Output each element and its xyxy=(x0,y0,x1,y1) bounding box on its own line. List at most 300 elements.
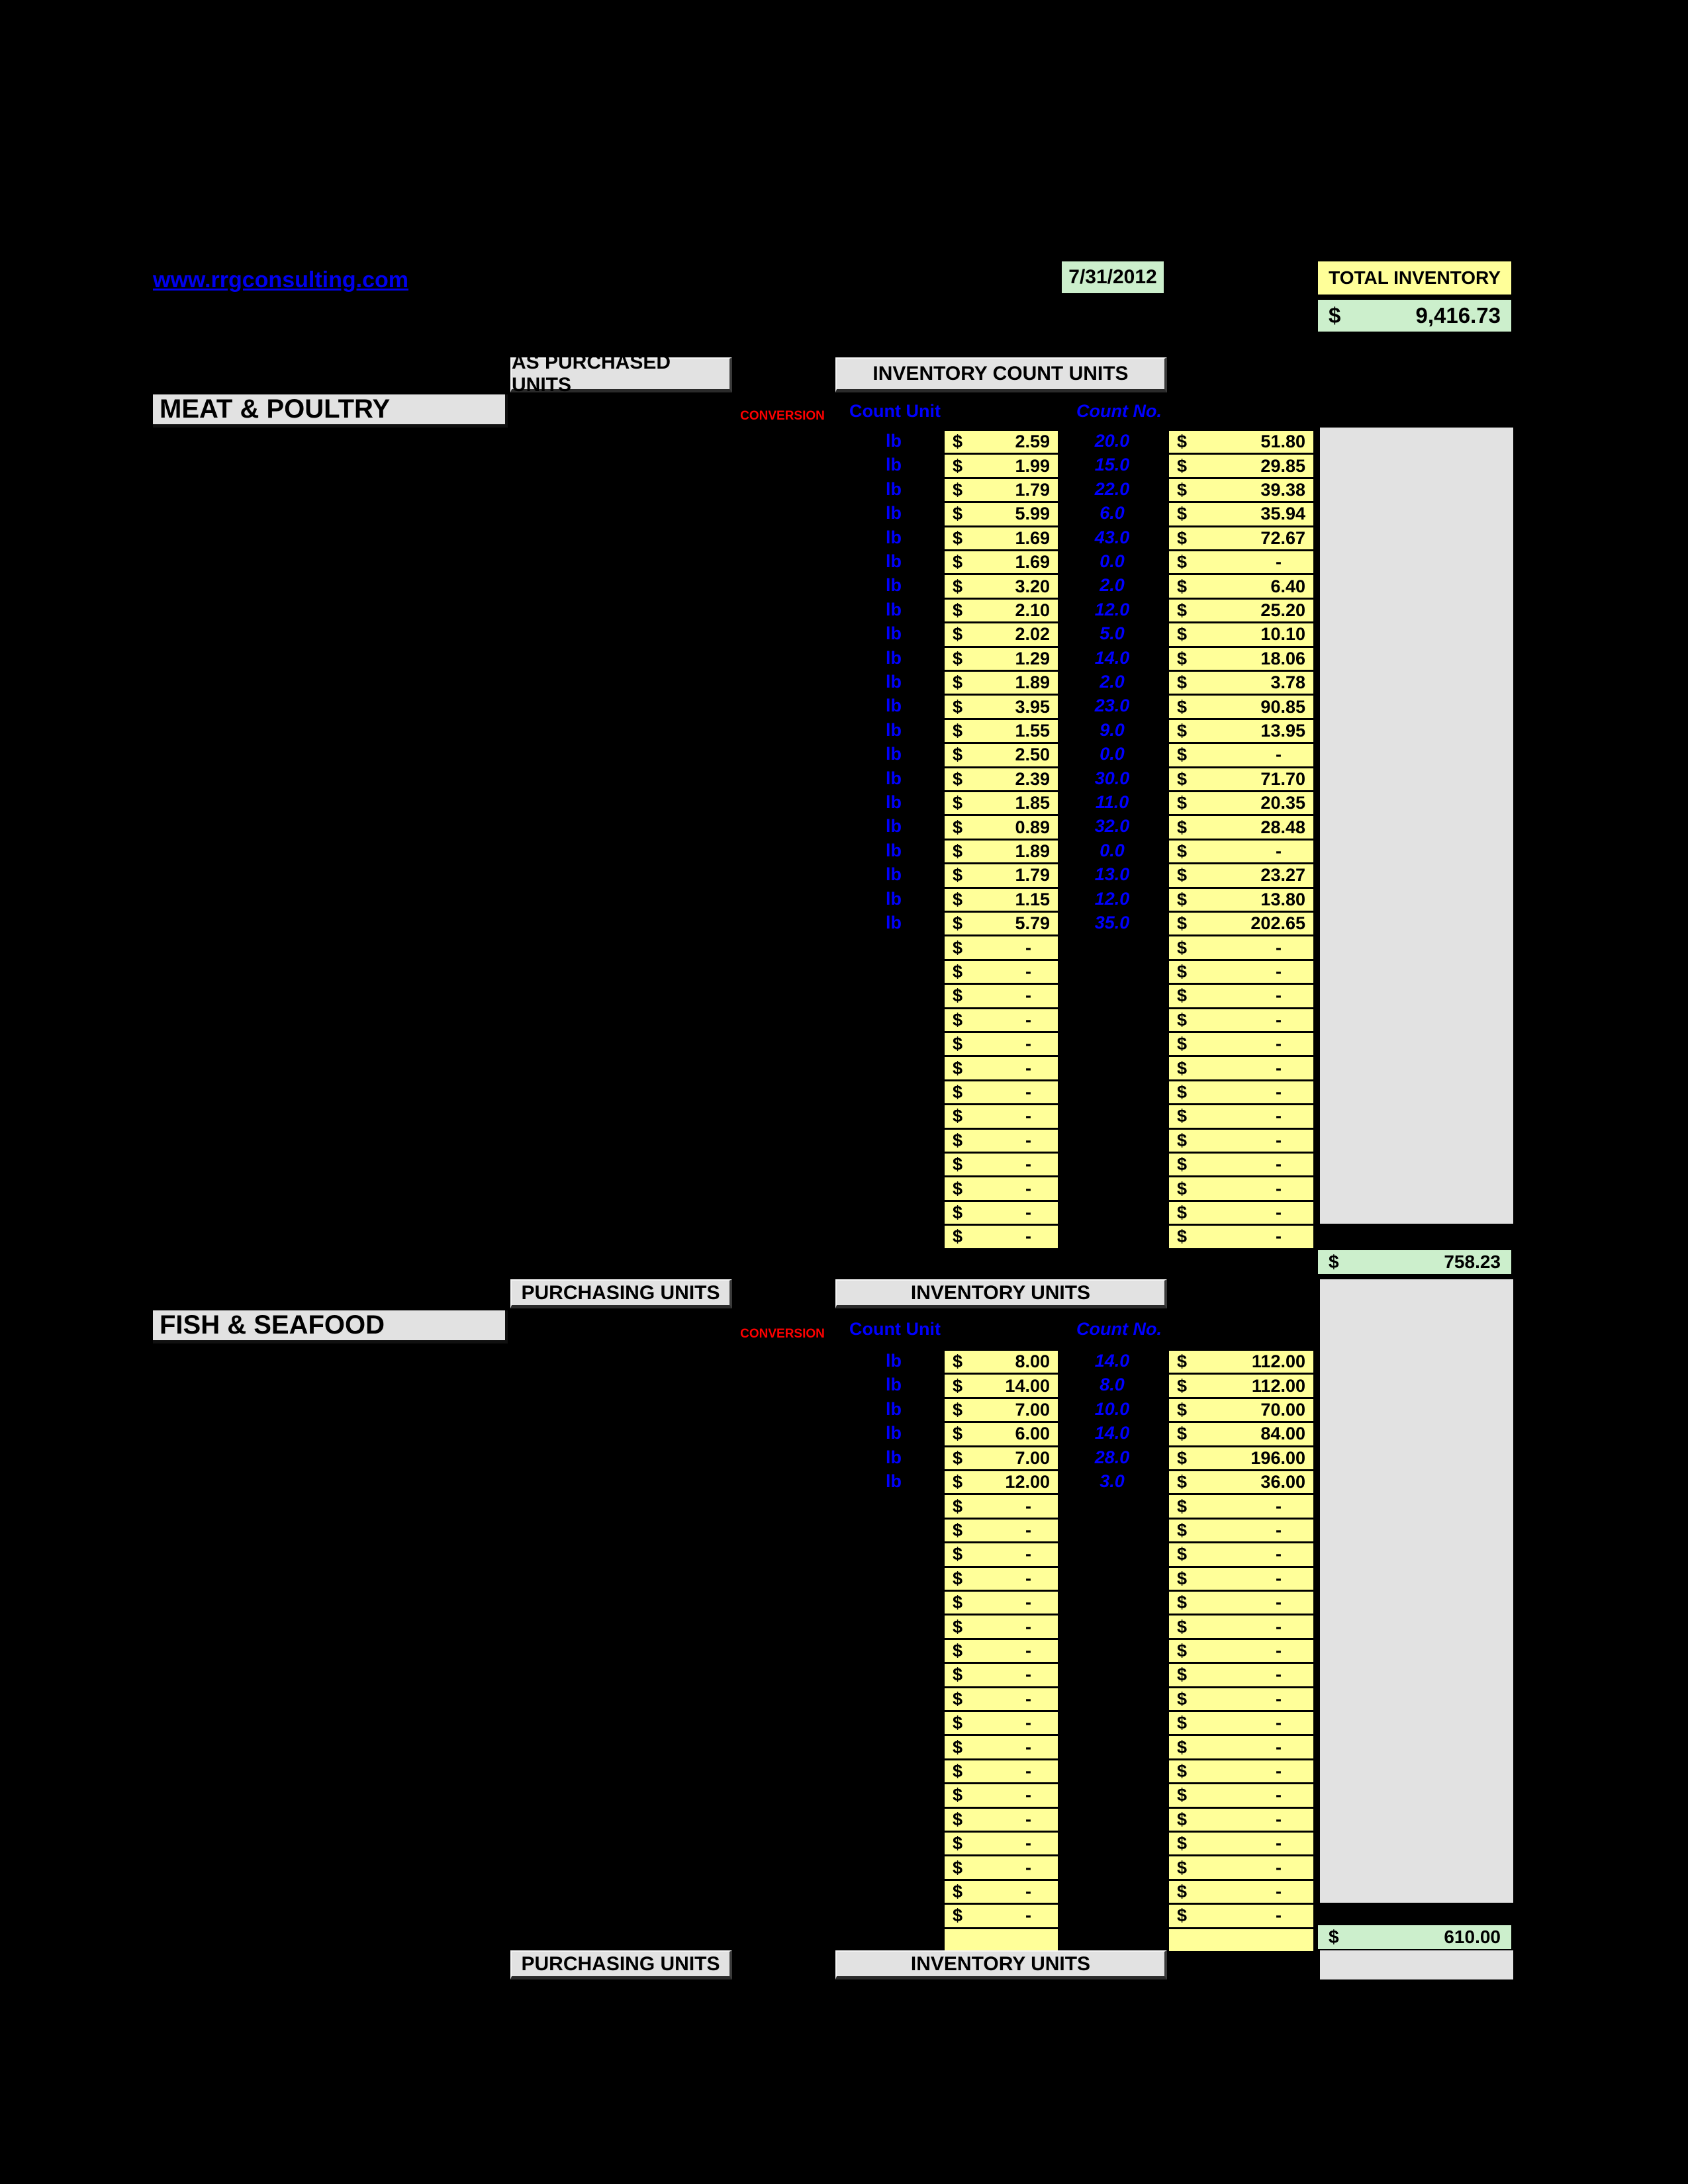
currency-symbol: $ xyxy=(1177,1857,1188,1878)
unit-price-cell-value: - xyxy=(1025,1664,1031,1685)
currency-symbol: $ xyxy=(1177,1058,1188,1078)
currency-symbol: $ xyxy=(953,1737,963,1757)
currency-symbol: $ xyxy=(953,985,963,1006)
extension-total-cell-value: 29.85 xyxy=(1260,455,1305,476)
extension-total-cell[interactable] xyxy=(1167,1200,1315,1226)
unit-price-cell-value: 8.00 xyxy=(1015,1351,1050,1372)
extension-total-cell-value: - xyxy=(1276,1202,1282,1222)
count-no-value[interactable]: 0.0 xyxy=(1100,551,1125,571)
extension-total-cell[interactable] xyxy=(1167,1007,1315,1033)
unit-price-cell-value: - xyxy=(1025,1520,1031,1540)
count-unit-value[interactable]: lb xyxy=(886,431,902,451)
unit-price-cell-value: 1.79 xyxy=(1015,479,1050,500)
extension-total-cell[interactable] xyxy=(1167,1175,1315,1201)
section-title-fish-seafood: FISH & SEAFOOD xyxy=(153,1310,508,1343)
extension-total-cell[interactable] xyxy=(1167,694,1315,719)
extension-total-cell-value: - xyxy=(1276,1905,1282,1926)
currency-symbol: $ xyxy=(953,1857,963,1878)
extension-total-cell-value: - xyxy=(1276,1568,1282,1588)
count-no-value[interactable]: 2.0 xyxy=(1100,575,1125,596)
currency-symbol: $ xyxy=(953,479,963,500)
currency-symbol: $ xyxy=(1177,1737,1188,1757)
unit-price-cell[interactable] xyxy=(943,1541,1060,1567)
count-unit-value[interactable]: lb xyxy=(886,672,902,692)
count-no-value[interactable]: 5.0 xyxy=(1100,623,1125,644)
count-unit-value[interactable]: lb xyxy=(886,599,902,619)
extension-total-cell[interactable] xyxy=(1167,1662,1315,1688)
unit-price-cell-value: 1.69 xyxy=(1015,527,1050,548)
unit-price-cell-value: 2.50 xyxy=(1015,745,1050,765)
count-no-value[interactable]: 32.0 xyxy=(1094,816,1130,837)
count-unit-value[interactable]: lb xyxy=(886,864,902,885)
count-no-value[interactable]: 2.0 xyxy=(1100,672,1125,692)
extension-total-cell[interactable] xyxy=(1167,1614,1315,1639)
extension-total-cell[interactable] xyxy=(1167,766,1315,792)
unit-price-cell-value: - xyxy=(1025,985,1031,1006)
currency-symbol: $ xyxy=(1177,889,1188,909)
currency-symbol: $ xyxy=(1177,1496,1188,1516)
count-no-value[interactable]: 23.0 xyxy=(1094,696,1130,716)
extension-total-cell[interactable] xyxy=(1167,598,1315,623)
unit-price-cell-value: 1.85 xyxy=(1015,793,1050,813)
unit-price-cell-value: 7.00 xyxy=(1015,1447,1050,1468)
meat-subtotal-amount: 758.23 xyxy=(1444,1251,1501,1272)
extension-total-cell[interactable] xyxy=(1167,1518,1315,1543)
unit-price-cell[interactable] xyxy=(943,1710,1060,1736)
extension-total-cell[interactable] xyxy=(1167,911,1315,936)
currency-symbol: $ xyxy=(953,504,963,524)
count-no-value[interactable]: 12.0 xyxy=(1094,599,1130,619)
unit-price-cell[interactable] xyxy=(943,1373,1060,1398)
extension-total-cell[interactable] xyxy=(1167,790,1315,816)
currency-symbol: $ xyxy=(1177,696,1188,717)
extension-total-cell[interactable] xyxy=(1167,742,1315,768)
inventory-count-units-header: INVENTORY COUNT UNITS xyxy=(835,357,1167,392)
extension-total-cell[interactable] xyxy=(1167,1469,1315,1495)
unit-price-cell[interactable] xyxy=(943,839,1060,864)
section-title-meat-poultry: MEAT & POULTRY xyxy=(153,394,508,428)
currency-symbol: $ xyxy=(1177,865,1188,886)
extension-total-cell-value: - xyxy=(1276,841,1282,861)
count-unit-value[interactable]: lb xyxy=(886,840,902,860)
unit-price-cell-value: - xyxy=(1025,937,1031,958)
unit-price-cell-value: 2.02 xyxy=(1015,624,1050,645)
currency-symbol: $ xyxy=(1177,1592,1188,1613)
unit-price-cell[interactable] xyxy=(943,1007,1060,1033)
extension-total-cell[interactable] xyxy=(1167,646,1315,672)
currency-symbol: $ xyxy=(953,552,963,572)
unit-price-cell-value: 0.89 xyxy=(1015,817,1050,837)
unit-price-cell-value: - xyxy=(1025,1496,1031,1516)
unit-price-cell[interactable] xyxy=(943,1200,1060,1226)
extension-total-cell[interactable] xyxy=(1167,670,1315,696)
extension-total-cell[interactable] xyxy=(1167,1493,1315,1519)
extension-total-cell[interactable] xyxy=(1167,1373,1315,1398)
unit-price-cell[interactable] xyxy=(943,1055,1060,1081)
unit-price-cell[interactable] xyxy=(943,862,1060,888)
extension-total-cell[interactable] xyxy=(1167,429,1315,455)
count-no-value[interactable]: 6.0 xyxy=(1100,503,1125,523)
inventory-date-cell[interactable]: 7/31/2012 xyxy=(1060,259,1166,295)
count-no-column-label: Count No. xyxy=(1076,1319,1162,1339)
extension-total-cell-value: - xyxy=(1276,1760,1282,1781)
unit-price-cell[interactable] xyxy=(943,1518,1060,1543)
currency-symbol: $ xyxy=(953,1009,963,1030)
fish-subtotal-cell[interactable] xyxy=(1316,1923,1513,1951)
extension-total-cell[interactable] xyxy=(1167,1541,1315,1567)
currency-symbol: $ xyxy=(953,1640,963,1661)
currency-symbol: $ xyxy=(953,913,963,934)
extension-total-cell-value: 18.06 xyxy=(1260,648,1305,668)
count-no-value[interactable]: 13.0 xyxy=(1094,864,1130,885)
count-no-value[interactable]: 15.0 xyxy=(1094,455,1130,475)
unit-price-cell[interactable] xyxy=(943,501,1060,527)
extension-total-cell-value: - xyxy=(1276,1833,1282,1854)
unit-price-cell[interactable] xyxy=(943,790,1060,816)
extension-total-cell[interactable] xyxy=(1167,718,1315,744)
count-unit-value[interactable]: lb xyxy=(886,455,902,475)
extension-total-cell[interactable] xyxy=(1167,477,1315,503)
currency-symbol: $ xyxy=(1177,576,1188,596)
count-no-value[interactable]: 14.0 xyxy=(1094,647,1130,668)
currency-symbol: $ xyxy=(953,1351,963,1372)
unit-price-cell[interactable] xyxy=(943,670,1060,696)
unit-price-cell[interactable] xyxy=(943,598,1060,623)
currency-symbol: $ xyxy=(953,1809,963,1829)
currency-symbol: $ xyxy=(953,817,963,837)
extension-total-cell[interactable] xyxy=(1167,1055,1315,1081)
extension-total-cell[interactable] xyxy=(1167,1079,1315,1105)
extension-total-cell-value: 39.38 xyxy=(1260,479,1305,500)
extension-total-cell[interactable] xyxy=(1167,1879,1315,1905)
unit-price-cell[interactable] xyxy=(943,1758,1060,1784)
unit-price-cell[interactable] xyxy=(943,1903,1060,1929)
currency-symbol: $ xyxy=(1177,1809,1188,1829)
extension-total-cell[interactable] xyxy=(1167,1782,1315,1808)
extension-total-cell[interactable] xyxy=(1167,862,1315,888)
unit-price-cell-value: - xyxy=(1025,1688,1031,1709)
unit-price-cell[interactable] xyxy=(943,1421,1060,1447)
unit-price-cell[interactable] xyxy=(943,1686,1060,1712)
count-unit-value[interactable]: lb xyxy=(886,1398,902,1419)
unit-price-cell-value: - xyxy=(1025,1713,1031,1733)
unit-price-cell-value: 2.10 xyxy=(1015,600,1050,620)
count-unit-value[interactable]: lb xyxy=(886,503,902,523)
count-unit-value[interactable]: lb xyxy=(886,1471,902,1491)
extension-total-cell-value: - xyxy=(1276,1616,1282,1637)
currency-symbol: $ xyxy=(1177,1447,1188,1468)
unit-price-cell[interactable] xyxy=(943,1103,1060,1129)
currency-symbol: $ xyxy=(1177,1616,1188,1637)
currency-symbol: $ xyxy=(1177,985,1188,1006)
currency-symbol: $ xyxy=(953,1472,963,1492)
extension-total-cell[interactable] xyxy=(1167,983,1315,1009)
extension-total-cell[interactable] xyxy=(1167,501,1315,527)
count-unit-value[interactable]: lb xyxy=(886,551,902,571)
unit-price-cell[interactable] xyxy=(943,1031,1060,1057)
unit-price-cell[interactable] xyxy=(943,1879,1060,1905)
extension-total-cell[interactable] xyxy=(1167,934,1315,960)
unit-price-cell[interactable] xyxy=(943,1662,1060,1688)
extension-total-cell-value: 36.00 xyxy=(1260,1472,1305,1492)
unit-price-cell[interactable] xyxy=(943,694,1060,719)
count-no-value[interactable]: 11.0 xyxy=(1095,792,1129,812)
currency-symbol: $ xyxy=(1177,1399,1188,1420)
extension-total-cell[interactable] xyxy=(1167,549,1315,575)
count-unit-value[interactable]: lb xyxy=(886,913,902,933)
count-unit-value[interactable]: lb xyxy=(886,575,902,596)
extension-total-cell-value: 3.78 xyxy=(1270,672,1305,693)
extension-total-cell[interactable] xyxy=(1167,887,1315,913)
unit-price-cell-value: - xyxy=(1025,1202,1031,1222)
total-inventory-value-cell[interactable] xyxy=(1316,298,1513,334)
unit-price-cell-value: - xyxy=(1025,1154,1031,1175)
count-no-value[interactable]: 3.0 xyxy=(1100,1471,1125,1491)
unit-price-cell-value: - xyxy=(1025,1130,1031,1150)
unit-price-cell[interactable] xyxy=(943,1734,1060,1760)
extension-total-cell[interactable] xyxy=(1167,1590,1315,1615)
extension-total-cell-value: - xyxy=(1276,1520,1282,1540)
extension-total-cell[interactable] xyxy=(1167,1854,1315,1880)
unit-price-cell-value: 1.89 xyxy=(1015,672,1050,693)
conversion-label: CONVERSION xyxy=(740,1327,825,1341)
unit-price-cell[interactable] xyxy=(943,718,1060,744)
count-no-value[interactable]: 22.0 xyxy=(1094,478,1130,499)
unit-price-cell[interactable] xyxy=(943,1224,1060,1250)
count-no-value[interactable]: 0.0 xyxy=(1100,840,1125,860)
unit-price-cell[interactable] xyxy=(943,766,1060,792)
currency-symbol: $ xyxy=(953,432,963,452)
currency-symbol: $ xyxy=(1177,1106,1188,1126)
unit-price-cell-value: 1.69 xyxy=(1015,552,1050,572)
extension-total-cell[interactable] xyxy=(1167,814,1315,840)
unit-price-cell[interactable] xyxy=(943,573,1060,599)
extension-total-cell-value: - xyxy=(1276,1640,1282,1661)
count-unit-value[interactable]: lb xyxy=(886,888,902,909)
count-no-value[interactable]: 35.0 xyxy=(1094,913,1130,933)
extension-total-cell[interactable] xyxy=(1167,1831,1315,1856)
unit-price-cell[interactable] xyxy=(943,887,1060,913)
unit-price-cell-value: 1.99 xyxy=(1015,455,1050,476)
extension-total-cell[interactable] xyxy=(1167,621,1315,647)
unit-price-cell[interactable] xyxy=(943,1397,1060,1423)
currency-symbol: $ xyxy=(1177,793,1188,813)
unit-price-cell[interactable] xyxy=(943,1807,1060,1833)
currency-symbol: $ xyxy=(953,1058,963,1078)
count-unit-value[interactable]: lb xyxy=(886,478,902,499)
extension-total-cell[interactable] xyxy=(1167,1152,1315,1177)
extension-total-cell[interactable] xyxy=(1167,1397,1315,1423)
extension-total-cell-value: 84.00 xyxy=(1260,1424,1305,1444)
extension-total-cell-value: - xyxy=(1276,1785,1282,1805)
unit-price-cell[interactable] xyxy=(943,1831,1060,1856)
unit-price-cell-value: - xyxy=(1025,1809,1031,1829)
extension-total-cell-value: 10.10 xyxy=(1260,624,1305,645)
currency-symbol: $ xyxy=(1177,913,1188,934)
extension-total-cell[interactable] xyxy=(1167,573,1315,599)
extension-total-cell-value: 112.00 xyxy=(1251,1351,1305,1372)
unit-price-cell[interactable] xyxy=(943,1152,1060,1177)
extension-total-cell[interactable] xyxy=(1167,1927,1315,1953)
extension-total-cell[interactable] xyxy=(1167,1445,1315,1471)
unit-price-cell[interactable] xyxy=(943,911,1060,936)
unit-price-cell[interactable] xyxy=(943,814,1060,840)
currency-symbol: $ xyxy=(1177,1375,1188,1396)
extension-total-cell[interactable] xyxy=(1167,1128,1315,1154)
unit-price-cell-value: - xyxy=(1025,1737,1031,1757)
count-unit-value[interactable]: lb xyxy=(886,1423,902,1443)
count-no-value[interactable]: 43.0 xyxy=(1094,527,1130,547)
count-no-value[interactable]: 10.0 xyxy=(1094,1398,1130,1419)
currency-symbol: $ xyxy=(953,1106,963,1126)
unit-price-cell[interactable] xyxy=(943,1590,1060,1615)
extension-total-cell[interactable] xyxy=(1167,959,1315,985)
unit-price-cell[interactable] xyxy=(943,621,1060,647)
count-no-value[interactable]: 12.0 xyxy=(1094,888,1130,909)
extension-total-cell[interactable] xyxy=(1167,1103,1315,1129)
unit-price-cell[interactable] xyxy=(943,646,1060,672)
unit-price-cell[interactable] xyxy=(943,1782,1060,1808)
extension-total-cell[interactable] xyxy=(1167,1903,1315,1929)
currency-symbol: $ xyxy=(1177,1130,1188,1150)
currency-symbol: $ xyxy=(953,672,963,693)
extension-total-cell[interactable] xyxy=(1167,1710,1315,1736)
unit-price-cell-value: - xyxy=(1025,1058,1031,1078)
count-unit-value[interactable]: lb xyxy=(886,1447,902,1467)
extension-total-cell-value: 51.80 xyxy=(1260,432,1305,452)
extension-total-cell[interactable] xyxy=(1167,1638,1315,1664)
extension-total-cell-value: - xyxy=(1276,1857,1282,1878)
count-unit-value[interactable]: lb xyxy=(886,1375,902,1395)
unit-price-cell-value: - xyxy=(1025,1034,1031,1054)
unit-price-cell[interactable] xyxy=(943,983,1060,1009)
unit-price-cell[interactable] xyxy=(943,934,1060,960)
extension-total-cell[interactable] xyxy=(1167,1807,1315,1833)
count-unit-value[interactable]: lb xyxy=(886,719,902,740)
footer-side-block xyxy=(1320,1950,1513,1979)
fish-side-block xyxy=(1320,1279,1513,1903)
unit-price-cell[interactable] xyxy=(943,549,1060,575)
unit-price-cell-value: - xyxy=(1025,1568,1031,1588)
unit-price-cell[interactable] xyxy=(943,1469,1060,1495)
currency-symbol: $ xyxy=(953,1447,963,1468)
count-unit-value[interactable]: lb xyxy=(886,768,902,788)
count-no-value[interactable]: 14.0 xyxy=(1094,1423,1130,1443)
currency-symbol: $ xyxy=(1177,1833,1188,1854)
currency-symbol: $ xyxy=(953,455,963,476)
extension-total-cell[interactable] xyxy=(1167,839,1315,864)
extension-total-cell[interactable] xyxy=(1167,453,1315,478)
currency-symbol: $ xyxy=(953,1544,963,1565)
currency-symbol: $ xyxy=(1329,1927,1339,1947)
count-unit-value[interactable]: lb xyxy=(886,527,902,547)
currency-symbol: $ xyxy=(1177,1881,1188,1901)
count-unit-value[interactable]: lb xyxy=(886,816,902,837)
unit-price-cell[interactable] xyxy=(943,1349,1060,1375)
extension-total-cell[interactable] xyxy=(1167,1224,1315,1250)
extension-total-cell-value: - xyxy=(1276,1544,1282,1565)
count-unit-value[interactable]: lb xyxy=(886,744,902,764)
unit-price-cell[interactable] xyxy=(943,429,1060,455)
count-unit-value[interactable]: lb xyxy=(886,696,902,716)
extension-total-cell-value: - xyxy=(1276,1081,1282,1102)
currency-symbol: $ xyxy=(953,527,963,548)
count-no-value[interactable]: 9.0 xyxy=(1100,719,1125,740)
website-link[interactable]: www.rrgconsulting.com xyxy=(153,267,408,293)
count-unit-value[interactable]: lb xyxy=(886,623,902,644)
count-no-value[interactable]: 20.0 xyxy=(1094,431,1130,451)
unit-price-cell[interactable] xyxy=(943,453,1060,478)
unit-price-cell[interactable] xyxy=(943,1638,1060,1664)
currency-symbol: $ xyxy=(1177,1905,1188,1926)
currency-symbol: $ xyxy=(1177,1785,1188,1805)
count-no-column-label: Count No. xyxy=(1076,401,1162,421)
extension-total-cell-value: - xyxy=(1276,1496,1282,1516)
meat-subtotal-cell[interactable] xyxy=(1316,1248,1513,1276)
count-unit-value[interactable]: lb xyxy=(886,647,902,668)
extension-total-cell-value: - xyxy=(1276,1154,1282,1175)
unit-price-cell[interactable] xyxy=(943,1128,1060,1154)
unit-price-cell[interactable] xyxy=(943,742,1060,768)
currency-symbol: $ xyxy=(1177,1424,1188,1444)
extension-total-cell-value: 72.67 xyxy=(1260,527,1305,548)
extension-total-cell-value: 13.80 xyxy=(1260,889,1305,909)
unit-price-cell[interactable] xyxy=(943,959,1060,985)
unit-price-cell-value: - xyxy=(1025,1616,1031,1637)
count-no-value[interactable]: 0.0 xyxy=(1100,744,1125,764)
extension-total-cell[interactable] xyxy=(1167,1566,1315,1592)
extension-total-cell[interactable] xyxy=(1167,1349,1315,1375)
unit-price-cell-value: 1.15 xyxy=(1015,889,1050,909)
unit-price-cell[interactable] xyxy=(943,1854,1060,1880)
count-no-value[interactable]: 28.0 xyxy=(1094,1447,1130,1467)
unit-price-cell[interactable] xyxy=(943,1566,1060,1592)
count-unit-value[interactable]: lb xyxy=(886,792,902,812)
unit-price-cell-value: - xyxy=(1025,1785,1031,1805)
extension-total-cell[interactable] xyxy=(1167,1758,1315,1784)
unit-price-cell[interactable] xyxy=(943,1079,1060,1105)
unit-price-cell[interactable] xyxy=(943,1175,1060,1201)
unit-price-cell-value: - xyxy=(1025,1009,1031,1030)
unit-price-cell-value: 6.00 xyxy=(1015,1424,1050,1444)
count-no-value[interactable]: 30.0 xyxy=(1094,768,1130,788)
unit-price-cell[interactable] xyxy=(943,1493,1060,1519)
currency-symbol: $ xyxy=(1177,1520,1188,1540)
currency-symbol: $ xyxy=(953,937,963,958)
extension-total-cell[interactable] xyxy=(1167,525,1315,551)
extension-total-cell-value: - xyxy=(1276,1664,1282,1685)
unit-price-cell-value: 1.79 xyxy=(1015,865,1050,886)
unit-price-cell[interactable] xyxy=(943,1445,1060,1471)
currency-symbol: $ xyxy=(1177,1351,1188,1372)
count-no-value[interactable]: 8.0 xyxy=(1100,1375,1125,1395)
unit-price-cell[interactable] xyxy=(943,1614,1060,1639)
currency-symbol: $ xyxy=(1177,720,1188,741)
currency-symbol: $ xyxy=(953,1081,963,1102)
currency-symbol: $ xyxy=(953,865,963,886)
extension-total-cell-value: - xyxy=(1276,1688,1282,1709)
extension-total-cell[interactable] xyxy=(1167,1031,1315,1057)
count-no-value[interactable]: 14.0 xyxy=(1094,1351,1130,1371)
extension-total-cell[interactable] xyxy=(1167,1734,1315,1760)
unit-price-cell[interactable] xyxy=(943,525,1060,551)
unit-price-cell[interactable] xyxy=(943,1927,1060,1953)
extension-total-cell[interactable] xyxy=(1167,1686,1315,1712)
unit-price-cell[interactable] xyxy=(943,477,1060,503)
extension-total-cell-value: 28.48 xyxy=(1260,817,1305,837)
extension-total-cell[interactable] xyxy=(1167,1421,1315,1447)
count-unit-value[interactable]: lb xyxy=(886,1351,902,1371)
